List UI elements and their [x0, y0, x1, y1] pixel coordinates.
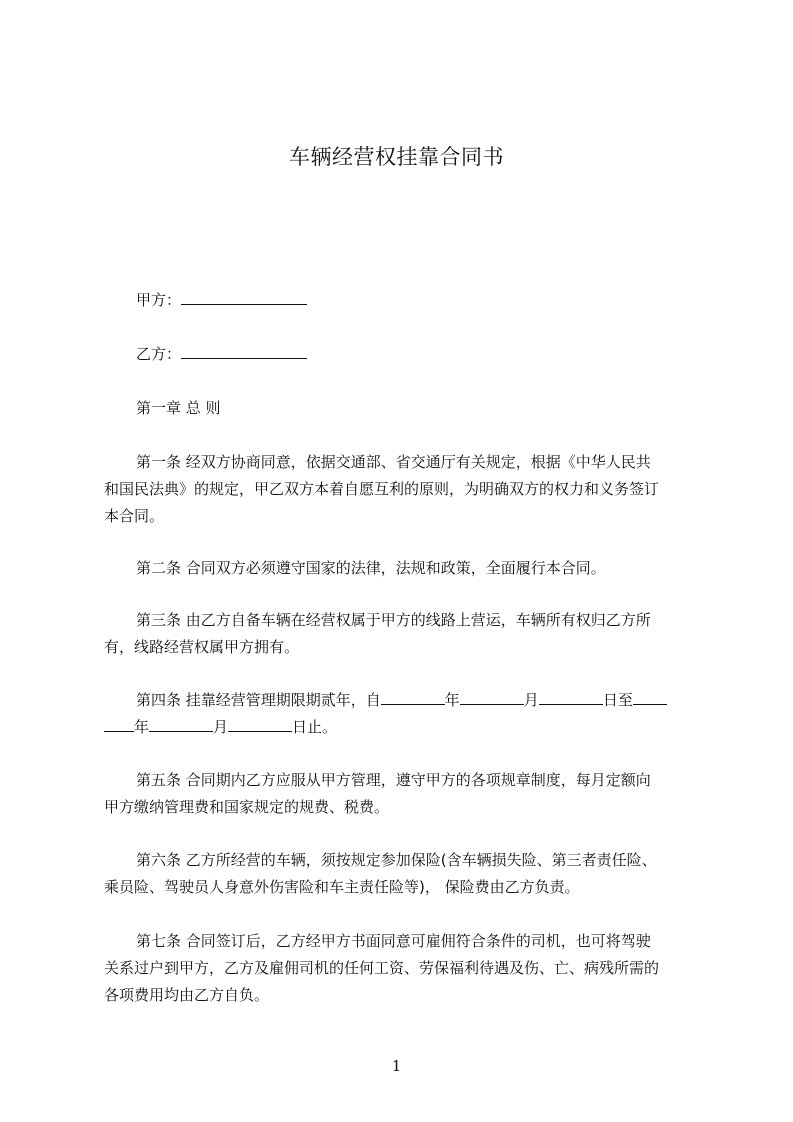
article-5-line-1: 第五条 合同期内乙方应服从甲方管理，遵守甲方的各项规章制度，每月定额向	[136, 771, 651, 789]
chapter-heading: 第一章 总 则	[136, 399, 221, 417]
party-a-blank	[181, 290, 307, 305]
article-5-line-2: 甲方缴纳管理费和国家规定的规费、税费。	[104, 798, 390, 816]
party-a-line	[136, 289, 736, 312]
end-month-blank	[149, 717, 213, 732]
start-day-label: 日至	[602, 691, 633, 709]
start-month-label: 月	[523, 691, 539, 709]
end-month-label: 月	[213, 718, 229, 736]
start-year-label: 年	[444, 691, 460, 709]
article-1-line-3: 本合同。	[104, 507, 165, 525]
article-4-prefix: 第四条 挂靠经营管理期限期贰年，自	[136, 691, 381, 709]
article-6-line-2: 乘员险、驾驶员人身意外伤害险和车主责任险等)， 保险费由乙方负责。	[104, 878, 580, 896]
article-3-line-2: 有，线路经营权属甲方拥有。	[104, 638, 300, 656]
start-year-blank	[381, 690, 445, 705]
article-7-line-2: 关系过户到甲方，乙方及雇佣司机的任何工资、劳保福利待遇及伤、亡、病残所需的	[104, 959, 660, 977]
article-7-line-3: 各项费用均由乙方自负。	[104, 986, 270, 1004]
end-day-label: 日止。	[292, 718, 338, 736]
party-b-line	[136, 343, 736, 366]
article-3-line-1: 第三条 由乙方自备车辆在经营权属于甲方的线路上营运，车辆所有权归乙方所	[136, 611, 651, 629]
article-4-line-1	[136, 689, 736, 712]
article-6-line-1: 第六条 乙方所经营的车辆，须按规定参加保险(含车辆损失险、第三者责任险、	[136, 851, 657, 869]
start-day-blank	[539, 690, 603, 705]
end-day-blank	[228, 717, 292, 732]
article-1-line-1: 第一条 经双方协商同意，依据交通部、省交通厅有关规定，根据《中华人民共	[136, 453, 651, 471]
article-2-line-1: 第二条 合同双方必须遵守国家的法律，法规和政策，全面履行本合同。	[136, 559, 606, 577]
page-number: 1	[391, 1057, 402, 1075]
article-4-line-2	[104, 716, 704, 739]
party-b-label: 乙方：	[136, 345, 182, 363]
end-year-blank-part-2	[104, 717, 134, 732]
article-7-line-1: 第七条 合同签订后，乙方经甲方书面同意可雇佣符合条件的司机，也可将驾驶	[136, 932, 651, 950]
article-1-line-2: 和国民法典》的规定，甲乙双方本着自愿互利的原则，为明确双方的权力和义务签订	[104, 480, 660, 498]
party-a-label: 甲方：	[136, 291, 182, 309]
end-year-blank-part-1	[633, 690, 667, 705]
end-year-label: 年	[134, 718, 150, 736]
party-b-blank	[181, 344, 307, 359]
page-title: 车辆经营权挂靠合同书	[289, 145, 504, 169]
start-month-blank	[460, 690, 524, 705]
